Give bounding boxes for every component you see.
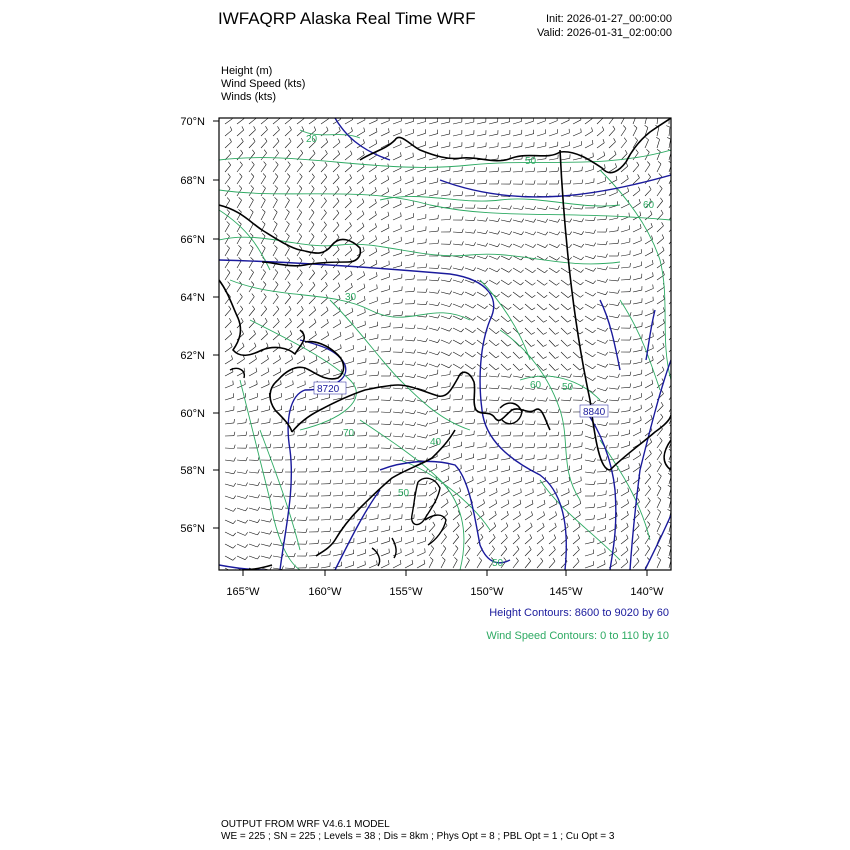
lon-label: 150°W xyxy=(470,586,504,598)
lat-label: 66°N xyxy=(180,234,205,246)
lat-labels xyxy=(180,116,205,535)
height-label: 8840 xyxy=(583,407,606,418)
wind-contours-legend: Wind Speed Contours: 0 to 110 by 10 xyxy=(486,630,669,642)
height-label: 8720 xyxy=(317,384,340,395)
map-frame xyxy=(219,118,671,570)
field-height: Height (m) xyxy=(221,65,273,77)
wind-label: 50 xyxy=(525,156,537,167)
wind-barbs xyxy=(225,113,676,572)
valid-time: Valid: 2026-01-31_02:00:00 xyxy=(537,27,672,39)
field-winds: Winds (kts) xyxy=(221,91,276,103)
wind-label: 70 xyxy=(343,428,355,439)
wind-label: 50 xyxy=(562,382,574,393)
lon-label: 165°W xyxy=(226,586,260,598)
wind-label: 40 xyxy=(430,437,442,448)
model-params: WE = 225 ; SN = 225 ; Levels = 38 ; Dis = 8km ; Phys Opt = 8 ; PBL Opt = 1 ; Cu Opt = 3 xyxy=(221,831,615,842)
lon-label: 155°W xyxy=(389,586,423,598)
lat-ticks xyxy=(213,121,219,528)
lon-label: 160°W xyxy=(308,586,342,598)
lat-label: 68°N xyxy=(180,175,205,187)
lat-label: 58°N xyxy=(180,465,205,477)
lat-label: 62°N xyxy=(180,350,205,362)
height-contours-legend: Height Contours: 8600 to 9020 by 60 xyxy=(489,607,669,619)
wind-label: 20 xyxy=(306,134,318,145)
wind-label: 50 xyxy=(492,558,504,569)
lat-label: 60°N xyxy=(180,408,205,420)
lon-ticks xyxy=(243,570,647,576)
map-title: IWFAQRP Alaska Real Time WRF xyxy=(218,9,476,28)
wind-label: 60 xyxy=(530,380,542,391)
lon-labels xyxy=(226,586,664,598)
height-contours xyxy=(219,118,671,570)
model-info: OUTPUT FROM WRF V4.6.1 MODEL xyxy=(221,819,390,830)
wind-label: 50 xyxy=(398,488,410,499)
init-time: Init: 2026-01-27_00:00:00 xyxy=(546,13,672,25)
lat-label: 70°N xyxy=(180,116,205,128)
lon-label: 140°W xyxy=(630,586,664,598)
lat-label: 56°N xyxy=(180,523,205,535)
lat-label: 64°N xyxy=(180,292,205,304)
wind-label: 30 xyxy=(345,292,357,303)
field-wind-speed: Wind Speed (kts) xyxy=(221,78,306,90)
lon-label: 145°W xyxy=(549,586,583,598)
coastline xyxy=(219,118,671,570)
wind-label: 60 xyxy=(643,200,655,211)
